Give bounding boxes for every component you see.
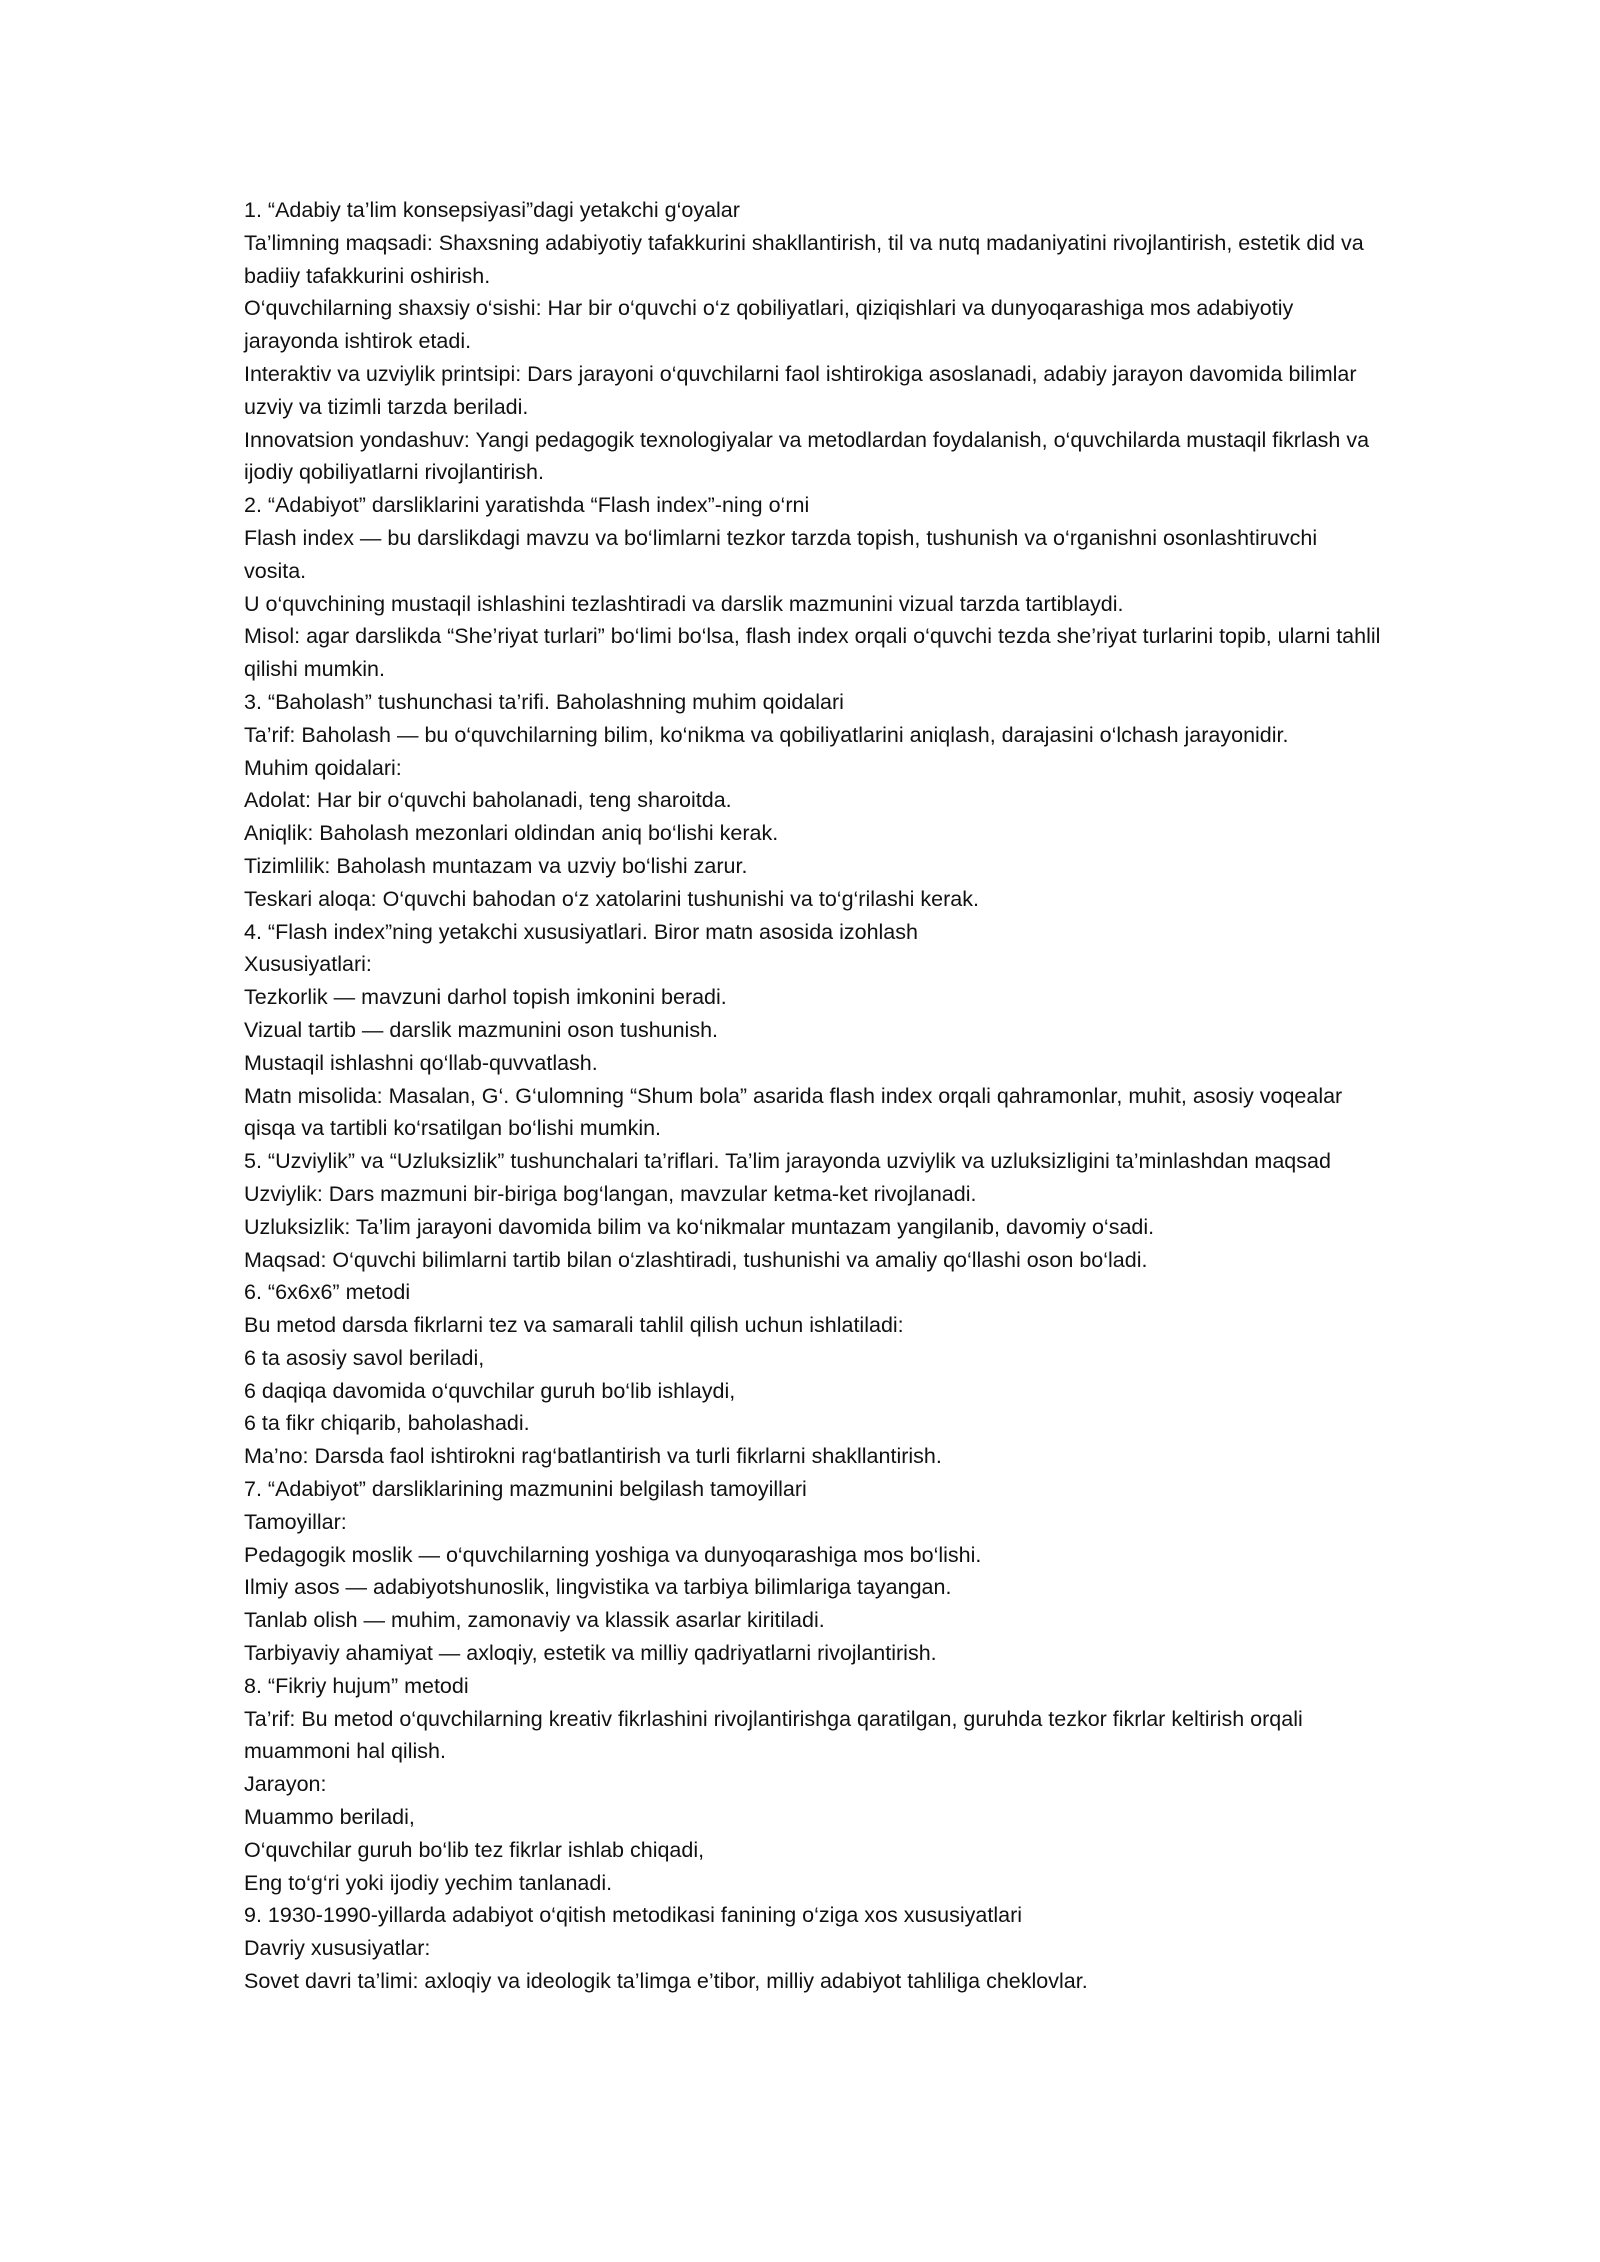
paragraph: Innovatsion yondashuv: Yangi pedagogik texnologiyalar va metodlardan foydalanish, o‘quvchilarda mustaqil fikrlash va ijodiy qobiliyatlarni rivojlantirish. [244,427,1370,485]
heading-9: 9. 1930-1990-yillarda adabiyot o‘qitish metodikasi fanining o‘ziga xos xususiyatlari [244,1903,1023,1928]
paragraph: Muammo beriladi, [244,1805,415,1830]
paragraph: Matn misolida: Masalan, G‘. G‘ulomning “Shum bola” asarida flash index orqali qahramonlar, muhit, asosiy voqealar qisqa va tartibli ko‘rsatilgan bo‘lishi mumkin. [244,1083,1343,1141]
document-body [244,194,1384,1998]
heading-2: 2. “Adabiyot” darsliklarini yaratishda “Flash index”-ning o‘rni [244,493,810,518]
paragraph: Mustaqil ishlashni qo‘llab-quvvatlash. [244,1050,598,1075]
paragraph: Teskari aloqa: O‘quvchi bahodan o‘z xatolarini tushunishi va to‘g‘rilashi kerak. [244,886,979,911]
heading-4: 4. “Flash index”ning yetakchi xususiyatlari. Biror matn asosida izohlash [244,919,918,944]
paragraph: Aniqlik: Baholash mezonlari oldindan aniq bo‘lishi kerak. [244,821,779,846]
paragraph: Muhim qoidalari: [244,755,402,780]
paragraph: 6 ta fikr chiqarib, baholashadi. [244,1411,530,1436]
paragraph: Xususiyatlari: [244,952,372,977]
paragraph: Interaktiv va uzviylik printsipi: Dars jarayoni o‘quvchilarni faol ishtirokiga asoslanadi, adabiy jarayon davomida bilimlar uzviy va tizimli tarzda beriladi. [244,361,1357,419]
paragraph: Tizimlilik: Baholash muntazam va uzviy bo‘lishi zarur. [244,853,748,878]
paragraph: Maqsad: O‘quvchi bilimlarni tartib bilan o‘zlashtiradi, tushunishi va amaliy qo‘llashi oson bo‘ladi. [244,1247,1148,1272]
paragraph: Tanlab olish — muhim, zamonaviy va klassik asarlar kiritiladi. [244,1608,825,1633]
paragraph: Misol: agar darslikda “She’riyat turlari” bo‘limi bo‘lsa, flash index orqali o‘quvchi tezda she’riyat turlarini topib, ularni tahlil qilishi mumkin. [244,624,1381,682]
paragraph: Jarayon: [244,1772,327,1797]
paragraph: Vizual tartib — darslik mazmunini oson tushunish. [244,1017,719,1042]
paragraph: Davriy xususiyatlar: [244,1936,431,1961]
paragraph: 6 ta asosiy savol beriladi, [244,1345,485,1370]
paragraph: Ta’limning maqsadi: Shaxsning adabiyotiy tafakkurini shakllantirish, til va nutq madaniyatini rivojlantirish, estetik did va badiiy tafakkurini oshirish. [244,230,1364,288]
paragraph: 6 daqiqa davomida o‘quvchilar guruh bo‘lib ishlaydi, [244,1378,736,1403]
paragraph: Flash index — bu darslikdagi mavzu va bo‘limlarni tezkor tarzda topish, tushunish va o‘rganishni osonlashtiruvchi vosita. [244,525,1318,583]
heading-7: 7. “Adabiyot” darsliklarining mazmunini belgilash tamoyillari [244,1477,807,1502]
paragraph: Uzluksizlik: Ta’lim jarayoni davomida bilim va ko‘nikmalar muntazam yangilanib, davomiy o‘sadi. [244,1214,1155,1239]
paragraph: Tarbiyaviy ahamiyat — axloqiy, estetik va milliy qadriyatlarni rivojlantirish. [244,1641,937,1666]
paragraph: Adolat: Har bir o‘quvchi baholanadi, teng sharoitda. [244,788,732,813]
heading-8: 8. “Fikriy hujum” metodi [244,1673,469,1698]
heading-5: 5. “Uzviylik” va “Uzluksizlik” tushunchalari ta’riflari. Ta’lim jarayonda uzviylik va uzluksizligini ta’minlashdan maqsad [244,1149,1331,1174]
paragraph: Bu metod darsda fikrlarni tez va samarali tahlil qilish uchun ishlatiladi: [244,1313,904,1338]
paragraph: Ilmiy asos — adabiyotshunoslik, lingvistika va tarbiya bilimlariga tayangan. [244,1575,952,1600]
heading-3: 3. “Baholash” tushunchasi ta’rifi. Baholashning muhim qoidalari [244,689,844,714]
paragraph: Uzviylik: Dars mazmuni bir-biriga bog‘langan, mavzular ketma-ket rivojlanadi. [244,1181,977,1206]
heading-6: 6. “6x6x6” metodi [244,1280,411,1305]
paragraph: Ta’rif: Baholash — bu o‘quvchilarning bilim, ko‘nikma va qobiliyatlarini aniqlash, darajasini o‘lchash jarayonidir. [244,722,1289,747]
paragraph: Pedagogik moslik — o‘quvchilarning yoshiga va dunyoqarashiga mos bo‘lishi. [244,1542,982,1567]
paragraph: O‘quvchilar guruh bo‘lib tez fikrlar ishlab chiqadi, [244,1837,705,1862]
paragraph: Tezkorlik — mavzuni darhol topish imkonini beradi. [244,985,727,1010]
paragraph: U o‘quvchining mustaqil ishlashini tezlashtiradi va darslik mazmunini vizual tarzda tartiblaydi. [244,591,1124,616]
paragraph: Tamoyillar: [244,1509,347,1534]
paragraph: O‘quvchilarning shaxsiy o‘sishi: Har bir o‘quvchi o‘z qobiliyatlari, qiziqishlari va dunyoqarashiga mos adabiyotiy jarayonda ishtirok etadi. [244,296,1294,354]
paragraph: Ma’no: Darsda faol ishtirokni rag‘batlantirish va turli fikrlarni shakllantirish. [244,1444,942,1469]
paragraph: Sovet davri ta’limi: axloqiy va ideologik ta’limga e’tibor, milliy adabiyot tahliliga cheklovlar. [244,1969,1088,1994]
heading-1: 1. “Adabiy ta’lim konsepsiyasi”dagi yetakchi g‘oyalar [244,198,740,222]
paragraph: Eng to‘g‘ri yoki ijodiy yechim tanlanadi. [244,1870,613,1895]
paragraph: Ta’rif: Bu metod o‘quvchilarning kreativ fikrlashini rivojlantirishga qaratilgan, guruhda tezkor fikrlar keltirish orqali muammoni hal qilish. [244,1706,1303,1764]
